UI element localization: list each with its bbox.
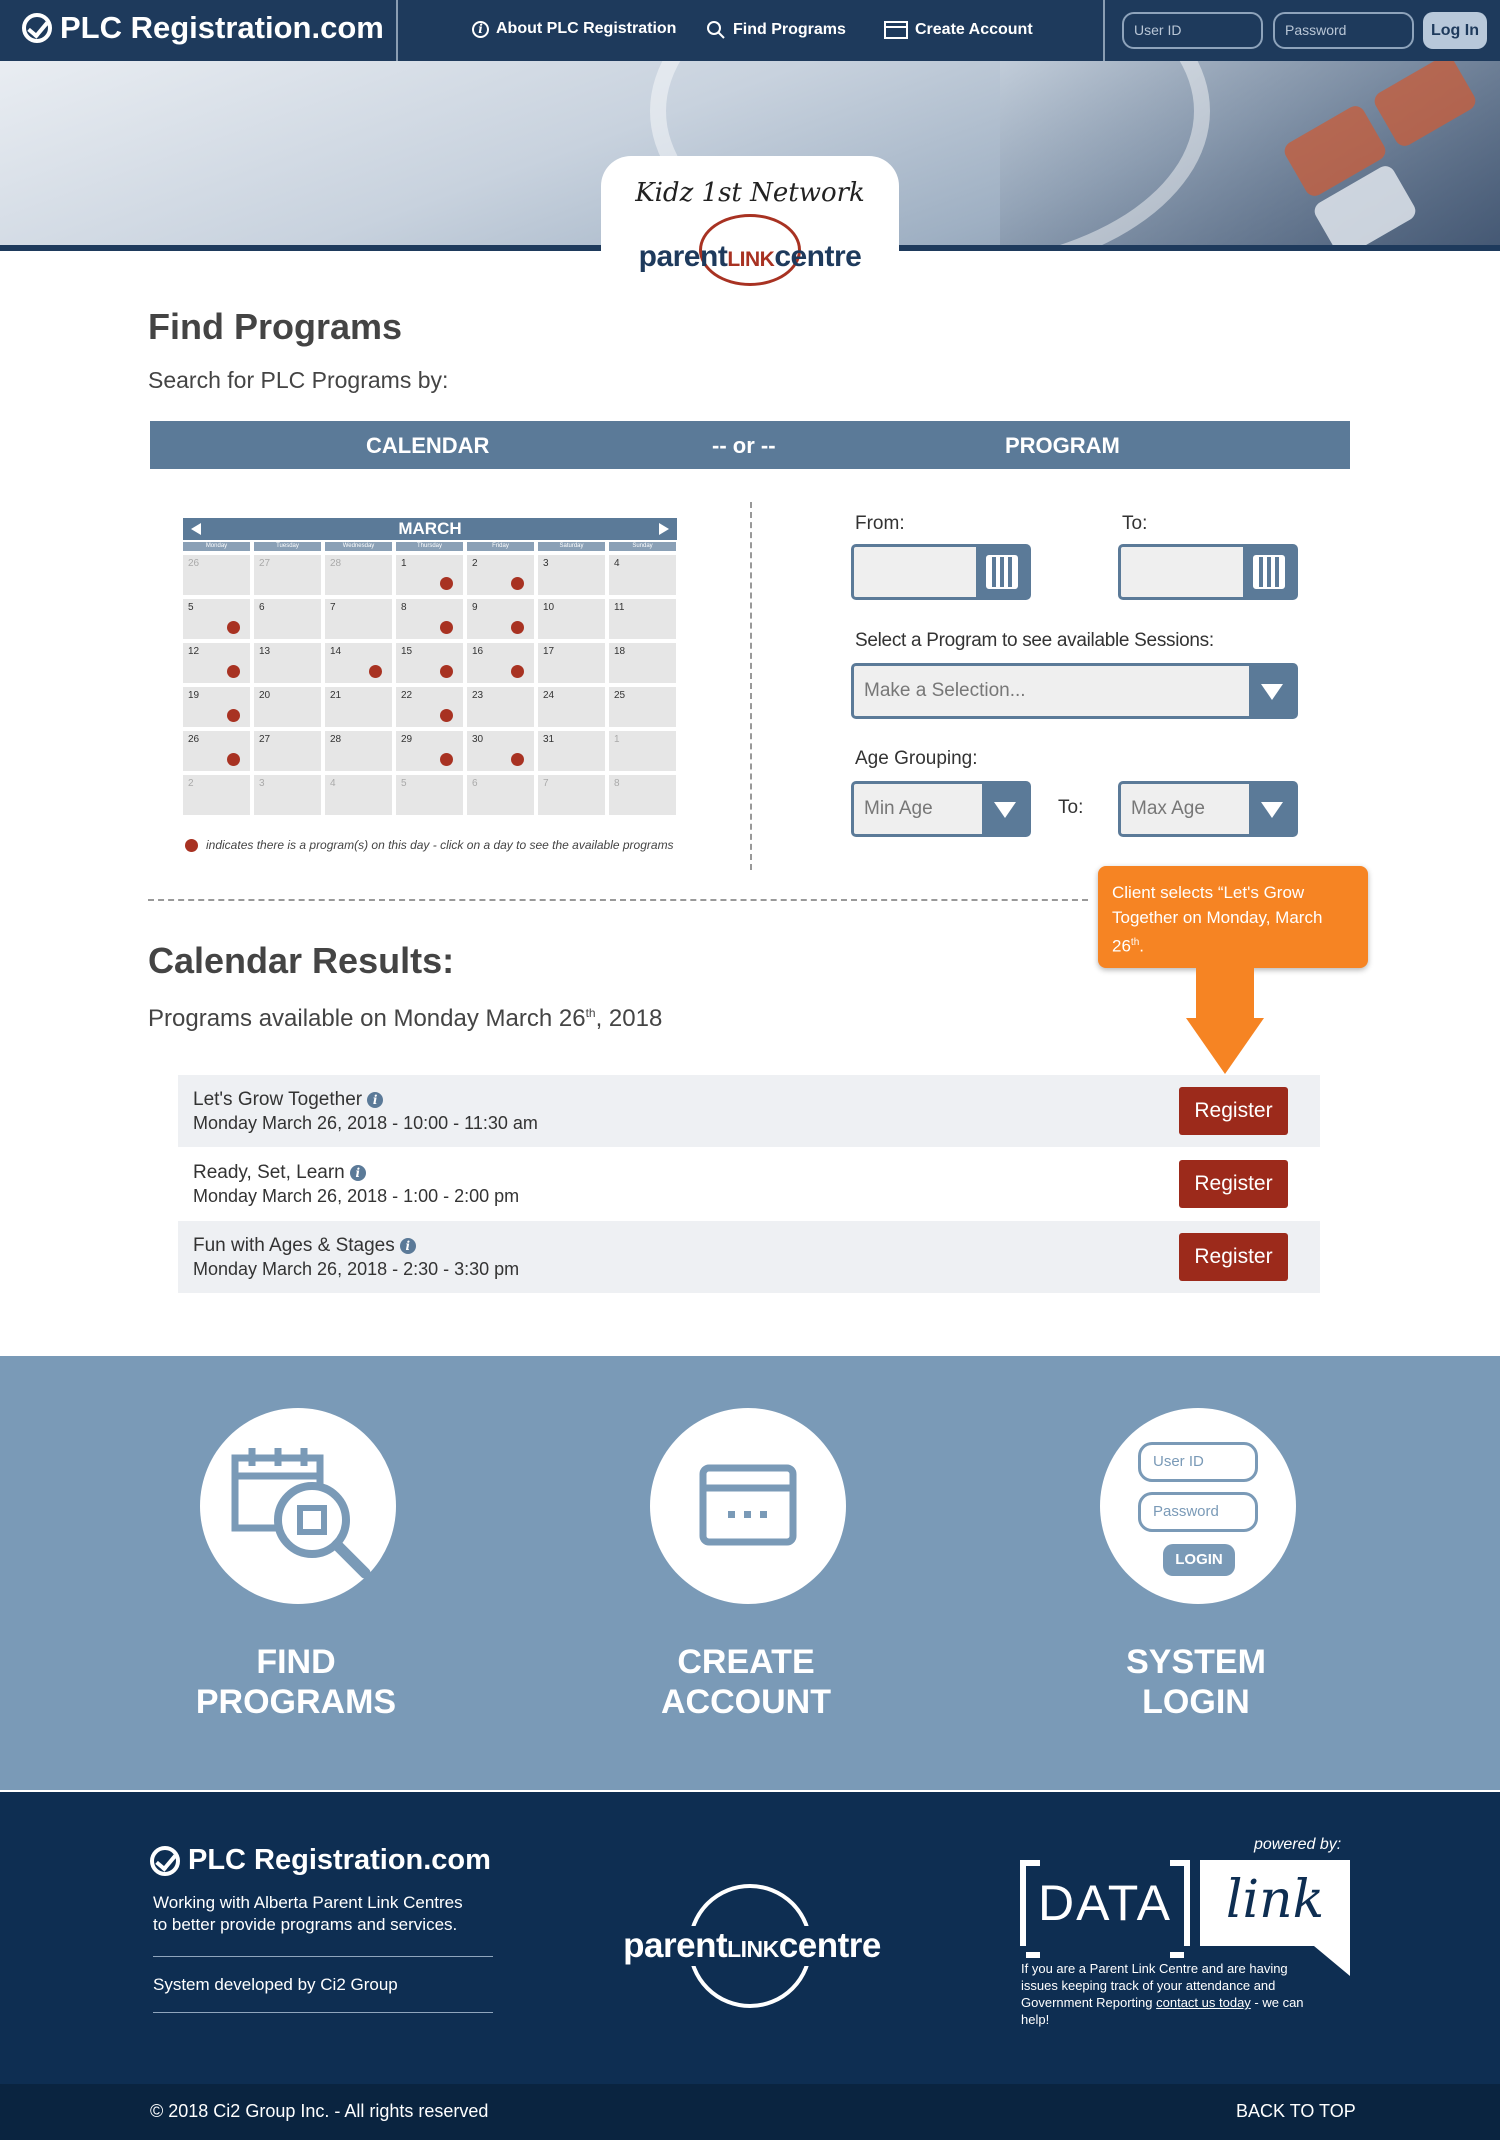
tab-separator: -- or -- [712,433,776,458]
calendar-day[interactable] [538,555,605,595]
program-dot-icon [227,753,240,766]
tab-calendar[interactable]: CALENDAR [366,433,490,458]
info-icon[interactable]: i [367,1092,383,1108]
datalink-description: If you are a Parent Link Centre and are having issues keeping track of your attendance and Government Reporting contact us today - we can help! [1021,1961,1304,2027]
calendar-day[interactable] [467,643,534,683]
weekday-label: Wednesday [325,542,392,551]
age-to-label: To: [1058,797,1084,818]
brand-name: PLC Registration.com [60,10,384,45]
day-number: 11 [614,602,625,613]
day-number: 22 [401,690,413,701]
calendar-day[interactable] [325,599,392,639]
day-number: 26 [188,558,200,569]
chevron-down-icon [1249,784,1295,834]
result-time: Monday March 26, 2018 - 2:30 - 3:30 pm [193,1259,520,1279]
weekday-label: Friday [467,542,534,551]
annotation-arrow [1196,968,1254,1020]
info-icon[interactable]: i [400,1238,416,1254]
result-row [178,1148,1320,1220]
login-userid-input[interactable]: User ID [1138,1442,1258,1482]
day-number: 17 [543,646,555,657]
day-number: 23 [472,690,484,701]
calendar-day[interactable] [183,599,250,639]
day-number: 16 [472,646,484,657]
annotation-callout: Client selects “Let's Grow Together on Monday, March 26th. [1098,866,1368,968]
day-number: 5 [188,602,194,613]
tab-program[interactable]: PROGRAM [1005,433,1120,458]
calendar-day[interactable] [396,731,463,771]
prev-month-icon[interactable] [191,523,201,535]
program-dot-icon [227,665,240,678]
calendar-day[interactable] [183,555,250,595]
weekday-label: Monday [183,542,250,551]
calendar-day[interactable] [325,775,392,815]
result-time: Monday March 26, 2018 - 1:00 - 2:00 pm [193,1186,520,1206]
login-submit-button[interactable]: LOGIN [1163,1544,1235,1576]
weekday-label: Tuesday [254,542,321,551]
calendar-day[interactable] [254,731,321,771]
day-number: 10 [543,602,555,613]
calendar-day[interactable] [254,643,321,683]
calendar-day[interactable] [609,775,676,815]
day-number: 15 [401,646,413,657]
day-number: 12 [188,646,200,657]
result-name: Let's Grow Together [193,1089,363,1110]
calendar-day[interactable] [325,555,392,595]
check-circle-icon [22,13,52,43]
program-dot-icon [511,621,524,634]
calendar-day[interactable] [396,555,463,595]
result-time: Monday March 26, 2018 - 10:00 - 11:30 am [193,1113,538,1133]
calendar-day[interactable] [396,643,463,683]
program-dot-icon [440,665,453,678]
to-label: To: [1122,513,1148,534]
day-number: 27 [259,734,271,745]
age-grouping-label: Age Grouping: [855,748,978,769]
calendar-day[interactable] [396,599,463,639]
max-age-select[interactable]: Max Age [1118,781,1298,837]
weekday-label: Sunday [609,542,676,551]
create-account-circle[interactable] [650,1408,846,1604]
day-number: 3 [543,558,549,569]
program-select-label: Select a Program to see available Sessions: [855,630,1214,651]
day-number: 21 [330,690,342,701]
calendar-search-icon [200,1408,396,1604]
next-month-icon[interactable] [659,523,669,535]
page-subtitle: Search for PLC Programs by: [148,367,449,393]
program-dot-icon [440,753,453,766]
day-number: 1 [614,734,620,745]
day-number: 5 [401,778,407,789]
top-bar [0,0,1500,61]
legend-text: indicates there is a program(s) on this day - click on a day to see the available programs [206,838,674,852]
min-age-select[interactable]: Min Age [851,781,1031,837]
page-title: Find Programs [148,306,403,347]
calendar-day[interactable] [609,599,676,639]
calendar-day[interactable] [467,599,534,639]
calendar-month: MARCH [398,519,462,538]
day-number: 6 [472,778,478,789]
check-circle-icon [150,1846,180,1876]
program-dot-icon [440,577,453,590]
result-name: Ready, Set, Learn [193,1162,345,1183]
weekday-label: Saturday [538,542,605,551]
calendar-day[interactable] [254,775,321,815]
program-dot-icon [185,839,198,852]
day-number: 4 [614,558,620,569]
card-icon [650,1408,846,1604]
annotation-arrow-head [1186,1018,1264,1074]
day-number: 2 [188,778,194,789]
calendar-day[interactable] [183,643,250,683]
calendar-day[interactable] [538,599,605,639]
day-number: 31 [543,734,555,745]
kidz-first-logo [601,156,899,316]
calendar-day[interactable] [325,643,392,683]
section-divider [148,899,1088,901]
day-number: 8 [401,602,407,613]
result-name: Fun with Ages & Stages [193,1235,395,1256]
calendar-day[interactable] [396,775,463,815]
weekday-label: Thursday [396,542,463,551]
day-number: 29 [401,734,413,745]
result-row [178,1075,1320,1147]
calendar-day[interactable] [467,731,534,771]
feature-band [0,1356,1500,1790]
calendar-day[interactable] [538,731,605,771]
day-number: 8 [614,778,620,789]
find-programs-label[interactable]: FIND PROGRAMS [195,1643,397,1721]
calendar-day[interactable] [254,555,321,595]
calendar-day[interactable] [183,775,250,815]
program-dot-icon [369,665,382,678]
copyright-text: © 2018 Ci2 Group Inc. - All rights reserved [150,2101,489,2121]
day-number: 7 [543,778,549,789]
header-login-button[interactable]: Log In [1423,12,1487,49]
chevron-down-icon [1249,666,1295,716]
register-button[interactable]: Register [1179,1160,1288,1208]
search-mode-tabs [150,421,1350,469]
day-number: 9 [472,602,478,613]
calendar-day[interactable] [325,731,392,771]
calendar-day[interactable] [254,599,321,639]
chevron-down-icon [982,784,1028,834]
calendar-day[interactable] [609,643,676,683]
day-number: 24 [543,690,555,701]
card-icon [884,20,908,40]
register-button[interactable]: Register [1179,1233,1288,1281]
day-number: 19 [188,690,200,701]
calendar-day[interactable] [538,775,605,815]
logo-plc-text: parentLINKcentre [638,240,862,273]
footer-brand[interactable]: PLC Registration.com [150,1844,491,1877]
calendar-picker-icon[interactable] [1243,547,1295,597]
result-row [178,1221,1320,1293]
brand-logo[interactable] [22,10,384,46]
day-number: 14 [330,646,342,657]
calendar-day[interactable] [325,687,392,727]
program-dot-icon [511,665,524,678]
nav-about[interactable]: i About PLC Registration [472,20,676,38]
program-dot-icon [440,621,453,634]
day-number: 4 [330,778,336,789]
calendar-day[interactable] [183,687,250,727]
footer-developed: System developed by Ci2 Group [153,1975,398,1994]
day-number: 28 [330,558,342,569]
weekday-row [183,542,677,552]
datalink-logo[interactable]: DATA link [1020,1860,1350,1946]
login-password-input[interactable]: Password [1138,1492,1258,1532]
program-dot-icon [227,621,240,634]
footer-divider [153,2012,493,2013]
create-account-label[interactable]: CREATE ACCOUNT [661,1643,831,1721]
day-number: 2 [472,558,478,569]
calendar-day[interactable] [609,731,676,771]
footer [0,1792,1500,2084]
search-icon [706,20,726,40]
from-label: From: [855,513,905,534]
calendar-legend [185,838,674,852]
footer-tagline: Working with Alberta Parent Link Centres to better provide programs and services. [153,1893,463,1934]
program-dot-icon [511,577,524,590]
vertical-divider [750,502,752,870]
day-number: 3 [259,778,265,789]
calendar-day[interactable] [467,775,534,815]
find-programs-circle[interactable] [200,1408,396,1604]
header-password-input[interactable]: Password [1273,12,1414,49]
calendar-picker-icon[interactable] [976,547,1028,597]
nav-create-account[interactable]: Create Account [884,20,1033,40]
register-button[interactable]: Register [1179,1087,1288,1135]
back-to-top-link[interactable]: BACK TO TOP [1236,2101,1356,2121]
day-number: 6 [259,602,265,613]
system-login-label: SYSTEM LOGIN [1126,1643,1266,1721]
contact-link[interactable]: contact us today [1156,1995,1251,2010]
day-number: 7 [330,602,336,613]
nav-divider [1103,0,1105,61]
info-icon[interactable]: i [350,1165,366,1181]
footer-divider [153,1956,493,1957]
footer-plc-logo: parentLINKcentre [592,1884,912,1994]
program-dot-icon [440,709,453,722]
nav-find-programs[interactable]: Find Programs [706,20,846,40]
calendar-day[interactable] [254,687,321,727]
calendar-widget [183,518,677,818]
calendar-header [183,518,677,540]
from-date-input[interactable] [851,544,1031,600]
program-select[interactable]: Make a Selection... [851,663,1298,719]
program-dot-icon [511,753,524,766]
day-number: 18 [614,646,626,657]
calendar-day[interactable] [467,555,534,595]
calendar-day[interactable] [609,555,676,595]
program-dot-icon [227,709,240,722]
calendar-day[interactable] [538,687,605,727]
header-userid-input[interactable]: User ID [1122,12,1263,49]
calendar-day[interactable] [538,643,605,683]
day-number: 27 [259,558,271,569]
day-number: 30 [472,734,484,745]
day-number: 20 [259,690,271,701]
calendar-day[interactable] [467,687,534,727]
calendar-day[interactable] [396,687,463,727]
bottom-bar [0,2084,1500,2140]
info-icon: i [472,21,489,38]
results-title: Calendar Results: [148,940,455,981]
day-number: 28 [330,734,342,745]
day-number: 1 [401,558,407,569]
powered-by-text: powered by: [1254,1836,1342,1853]
day-number: 13 [259,646,271,657]
day-number: 25 [614,690,626,701]
system-login-circle [1100,1408,1296,1604]
calendar-day[interactable] [183,731,250,771]
results-heading: Programs available on Monday March 26th, 2018 [148,1005,663,1032]
calendar-day[interactable] [609,687,676,727]
logo-network-text: Kidz 1st Network [635,178,865,208]
day-number: 26 [188,734,200,745]
to-date-input[interactable] [1118,544,1298,600]
nav-divider [396,0,398,61]
